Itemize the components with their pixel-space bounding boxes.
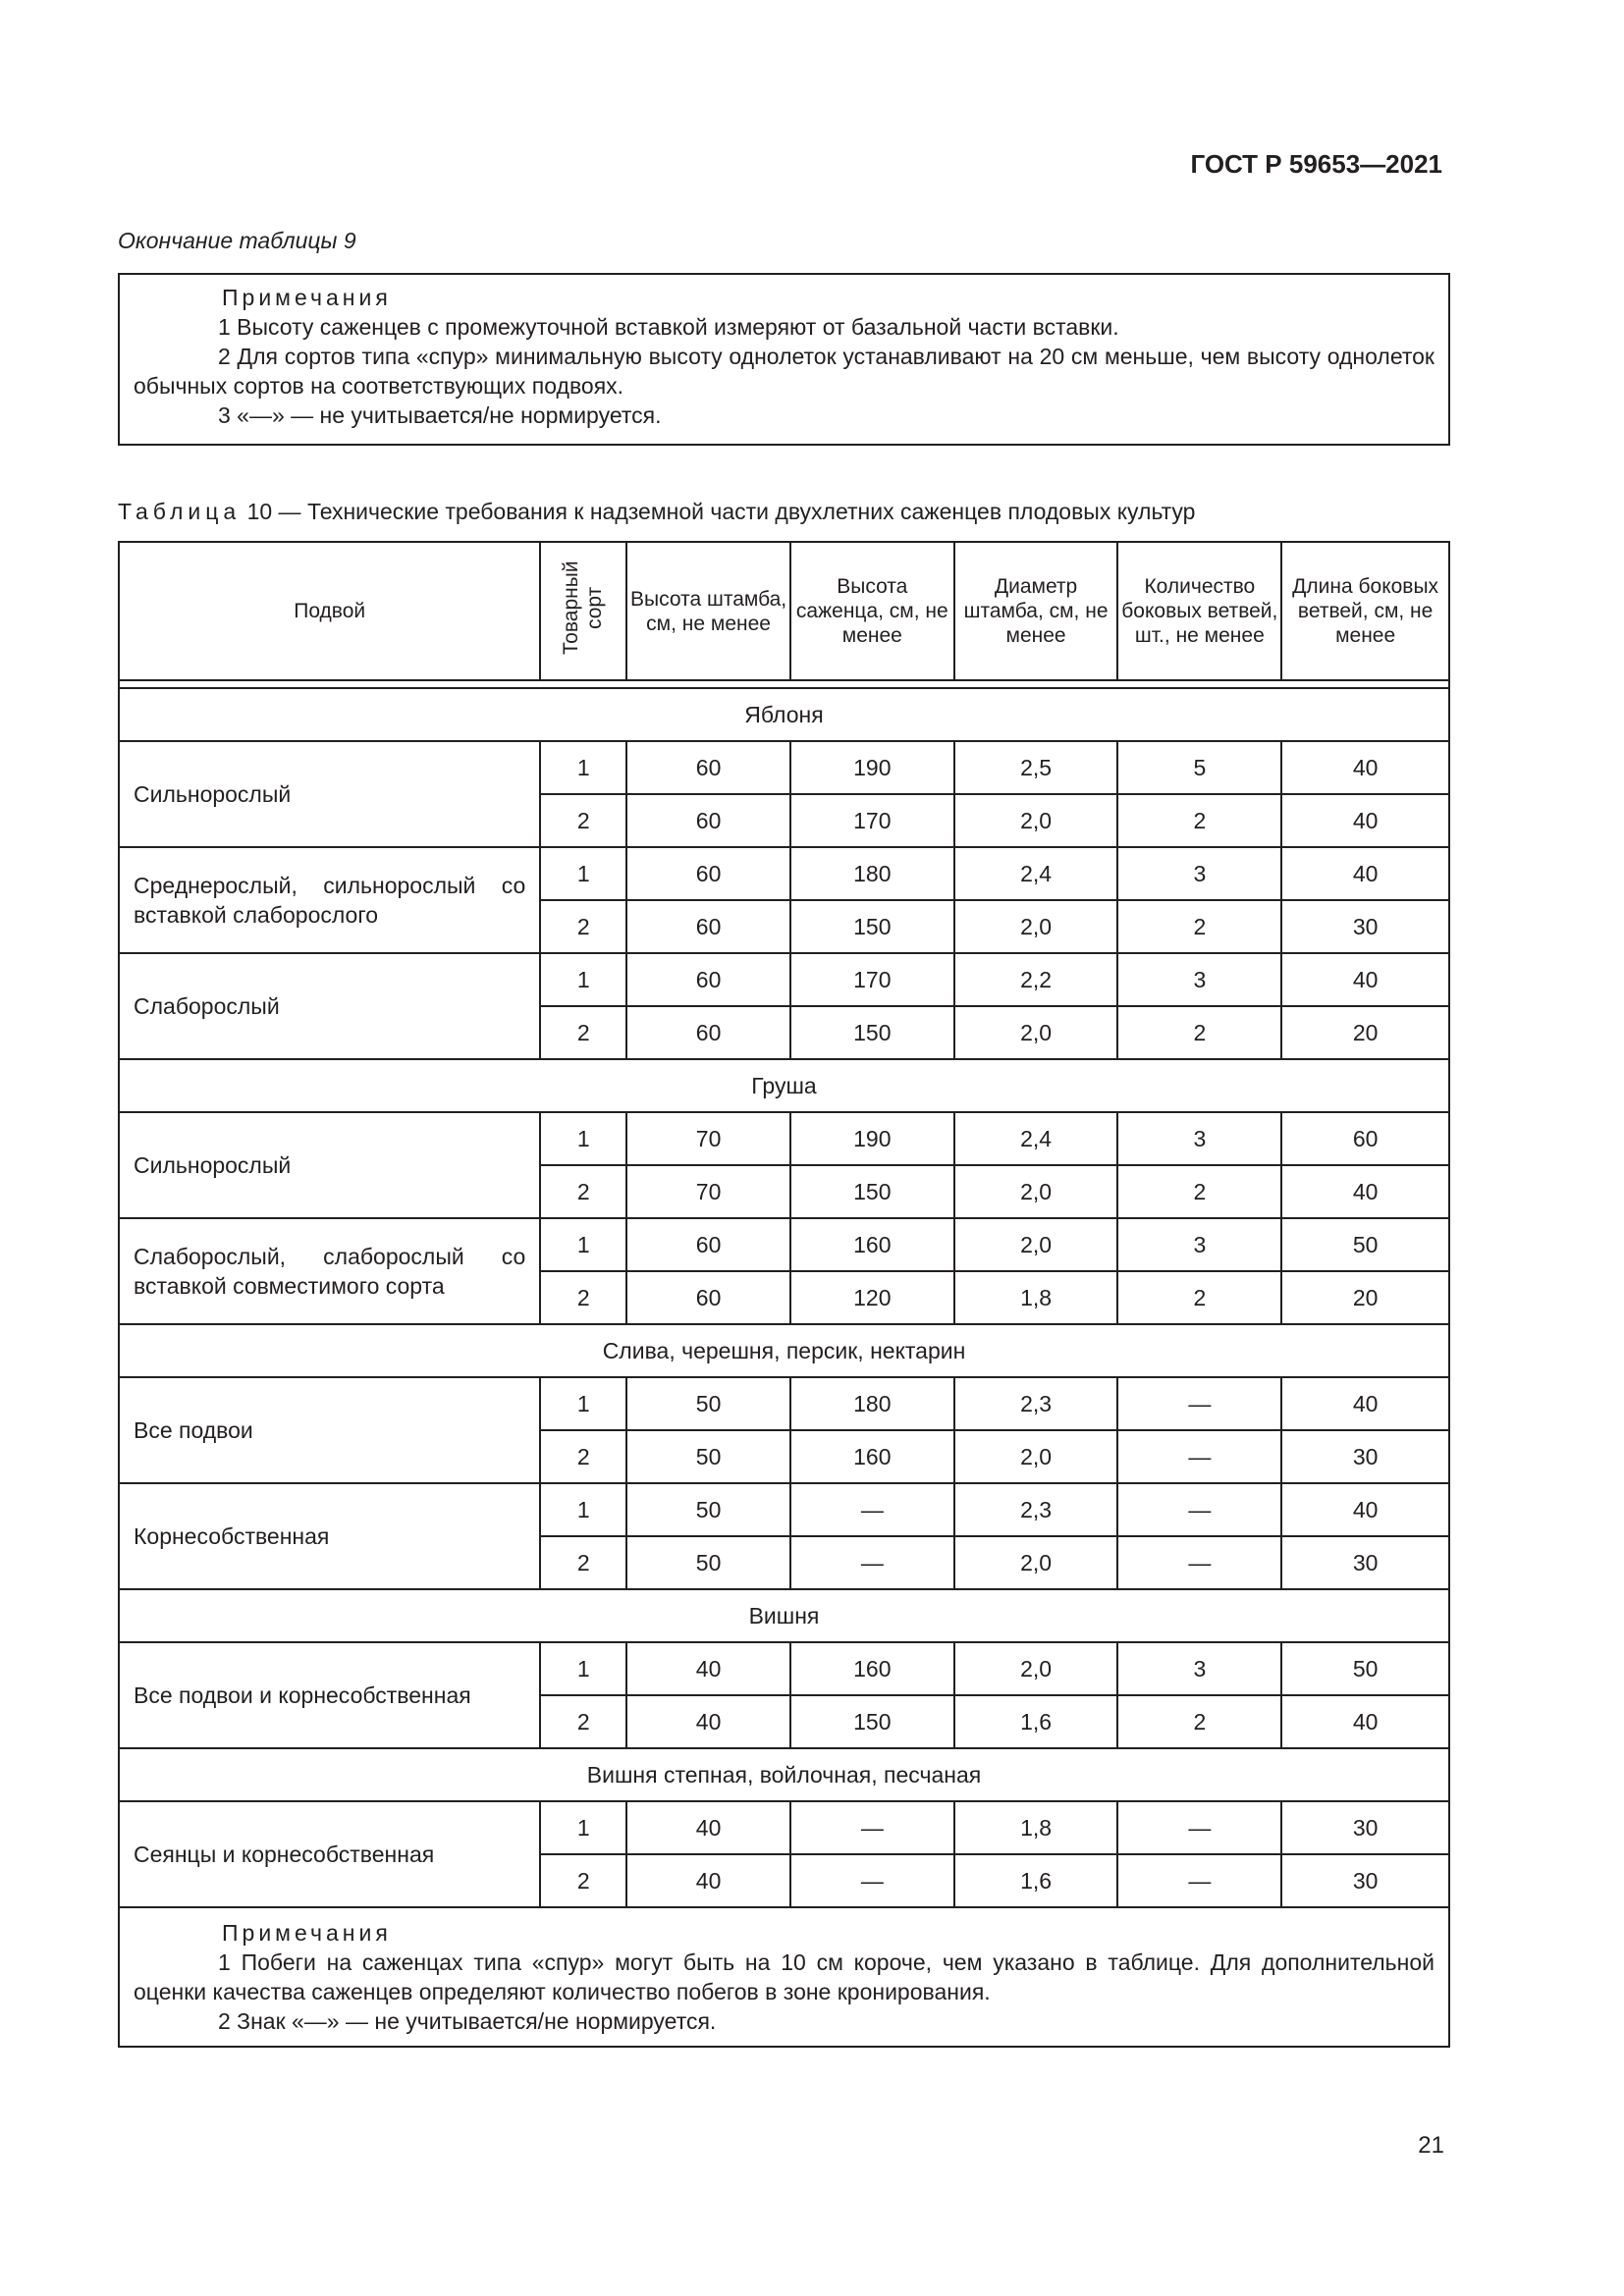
cell-branches-length: 40 [1281,1165,1449,1218]
cell-grade: 2 [540,1854,626,1907]
cell-branches-count: 2 [1117,1165,1281,1218]
cell-stem-height: 40 [626,1854,790,1907]
cell-stem-height: 40 [626,1695,790,1748]
cell-branches-length: 40 [1281,1483,1449,1536]
note-item: 1 Побеги на саженцах типа «спур» могут быть на 10 см короче, чем указано в таблице. Для дополнительной оценки качества саженцев определяют количество побегов в зоне кронирования. [134,1949,1435,2004]
cell-stem-diameter: 2,5 [954,741,1118,794]
rootstock-name: Слаборослый [119,953,540,1059]
cell-grade: 1 [540,1483,626,1536]
header-branches-length: Длина боковых ветвей, см, не менее [1281,542,1449,680]
cell-branches-count: 2 [1117,1695,1281,1748]
cell-plant-height: 120 [790,1271,954,1324]
cell-branches-length: 40 [1281,847,1449,900]
cell-plant-height: 190 [790,1112,954,1165]
header-grade [540,542,626,680]
cell-plant-height: 150 [790,1006,954,1059]
crop-group-row [119,1589,1449,1642]
cell-branches-count: 3 [1117,1642,1281,1695]
cell-plant-height: 160 [790,1642,954,1695]
rootstock-name: Слаборослый, слаборослый со вставкой совместимого сорта [119,1218,540,1324]
note-item: 3 «—» — не учитывается/не нормируется. [218,402,662,428]
table-row [119,953,1449,1006]
cell-stem-height: 50 [626,1536,790,1589]
cell-branches-length: 30 [1281,900,1449,953]
cell-stem-diameter: 2,0 [954,1642,1118,1695]
cell-plant-height: 160 [790,1218,954,1271]
table-row [119,1377,1449,1430]
cell-branches-length: 40 [1281,794,1449,847]
cell-plant-height: — [790,1854,954,1907]
header-grade-text: Товарный сорт [560,561,607,656]
cell-plant-height: 160 [790,1430,954,1483]
cell-branches-count: 2 [1117,794,1281,847]
cell-grade: 2 [540,1536,626,1589]
table9-notes-box [118,273,1450,446]
cell-plant-height: — [790,1801,954,1854]
cell-branches-count: 2 [1117,900,1281,953]
cell-stem-height: 60 [626,1271,790,1324]
rootstock-name: Все подвои и корнесобственная [119,1642,540,1748]
cell-stem-height: 60 [626,741,790,794]
cell-stem-diameter: 1,8 [954,1271,1118,1324]
cell-stem-diameter: 2,0 [954,1536,1118,1589]
cell-grade: 2 [540,1165,626,1218]
cell-plant-height: 190 [790,741,954,794]
cell-grade: 1 [540,1377,626,1430]
cell-stem-height: 60 [626,794,790,847]
cell-branches-length: 40 [1281,741,1449,794]
cell-stem-diameter: 2,0 [954,1430,1118,1483]
cell-plant-height: 170 [790,953,954,1006]
header-stem-height: Высота штамба, см, не менее [626,542,790,680]
cell-plant-height: 150 [790,1165,954,1218]
cell-grade: 1 [540,1218,626,1271]
cell-branches-count: 3 [1117,1218,1281,1271]
cell-stem-height: 50 [626,1377,790,1430]
rootstock-name: Сеянцы и корнесобственная [119,1801,540,1907]
cell-plant-height: 150 [790,1695,954,1748]
rootstock-name: Сильнорослый [119,1112,540,1218]
crop-group-name: Слива, черешня, персик, нектарин [119,1324,1449,1377]
cell-plant-height: 170 [790,794,954,847]
table-caption-word: Таблица [118,499,242,524]
cell-stem-diameter: 2,2 [954,953,1118,1006]
page-number: 21 [1418,2132,1444,2159]
table10-caption [118,499,1195,525]
cell-stem-height: 50 [626,1483,790,1536]
cell-stem-height: 60 [626,1006,790,1059]
header-plant-height: Высота саженца, см, не менее [790,542,954,680]
cell-branches-length: 30 [1281,1801,1449,1854]
header-branches-count: Количество боковых ветвей, шт., не менее [1117,542,1281,680]
cell-grade: 1 [540,741,626,794]
cell-branches-length: 30 [1281,1536,1449,1589]
table-row [119,1642,1449,1695]
cell-branches-count: — [1117,1483,1281,1536]
crop-group-row [119,688,1449,741]
cell-grade: 1 [540,1112,626,1165]
cell-branches-length: 40 [1281,1695,1449,1748]
cell-stem-height: 40 [626,1642,790,1695]
standard-number: ГОСТ Р 59653—2021 [1190,149,1442,179]
cell-branches-length: 30 [1281,1430,1449,1483]
cell-stem-diameter: 2,4 [954,847,1118,900]
cell-branches-count: — [1117,1854,1281,1907]
cell-stem-diameter: 1,8 [954,1801,1118,1854]
cell-stem-height: 60 [626,953,790,1006]
table-row [119,1218,1449,1271]
crop-group-row [119,1324,1449,1377]
cell-branches-count: — [1117,1377,1281,1430]
table-row [119,741,1449,794]
cell-grade: 2 [540,1430,626,1483]
cell-stem-diameter: 2,0 [954,900,1118,953]
cell-branches-length: 40 [1281,1377,1449,1430]
cell-stem-diameter: 2,0 [954,1165,1118,1218]
cell-branches-count: 5 [1117,741,1281,794]
cell-stem-height: 70 [626,1112,790,1165]
header-stem-diameter: Диаметр штамба, см, не менее [954,542,1118,680]
header-separator [119,680,1449,688]
cell-branches-count: 2 [1117,1006,1281,1059]
cell-branches-length: 50 [1281,1218,1449,1271]
cell-stem-height: 60 [626,1218,790,1271]
cell-grade: 2 [540,1006,626,1059]
header-separator-cell [119,680,1449,688]
cell-stem-height: 50 [626,1430,790,1483]
cell-grade: 1 [540,953,626,1006]
cell-grade: 2 [540,1695,626,1748]
cell-stem-height: 40 [626,1801,790,1854]
cell-branches-length: 40 [1281,953,1449,1006]
cell-branches-length: 20 [1281,1006,1449,1059]
header-rootstock: Подвой [119,542,540,680]
notes-title: Примечания [222,1920,392,1946]
table-row [119,1112,1449,1165]
crop-group-name: Груша [119,1059,1449,1112]
rootstock-name: Сильнорослый [119,741,540,847]
cell-branches-count: 3 [1117,847,1281,900]
cell-stem-diameter: 2,0 [954,1006,1118,1059]
table-row [119,1483,1449,1536]
cell-branches-count: 2 [1117,1271,1281,1324]
cell-grade: 1 [540,1801,626,1854]
cell-grade: 2 [540,900,626,953]
crop-group-name: Яблоня [119,688,1449,741]
cell-stem-height: 60 [626,900,790,953]
cell-branches-count: — [1117,1430,1281,1483]
cell-stem-height: 60 [626,847,790,900]
note-item: 1 Высоту саженцев с промежуточной вставкой измеряют от базальной части вставки. [218,314,1119,340]
table-header-row [119,542,1449,680]
cell-branches-length: 20 [1281,1271,1449,1324]
cell-branches-count: — [1117,1801,1281,1854]
cell-grade: 2 [540,1271,626,1324]
note-item: 2 Для сортов типа «спур» минимальную высоту однолеток устанавливают на 20 см меньше, чем высоту однолеток обычных сортов на соответствующих подвоях. [134,344,1435,399]
cell-branches-length: 30 [1281,1854,1449,1907]
cell-branches-count: — [1117,1536,1281,1589]
cell-stem-diameter: 2,3 [954,1483,1118,1536]
cell-plant-height: — [790,1483,954,1536]
table10-notes-box [118,1908,1450,2048]
note-item: 2 Знак «—» — не учитывается/не нормируется. [218,2008,717,2034]
cell-grade: 1 [540,847,626,900]
cell-branches-count: 3 [1117,953,1281,1006]
cell-stem-height: 70 [626,1165,790,1218]
cell-branches-length: 60 [1281,1112,1449,1165]
cell-plant-height: — [790,1536,954,1589]
crop-group-name: Вишня [119,1589,1449,1642]
cell-branches-count: 3 [1117,1112,1281,1165]
cell-stem-diameter: 2,4 [954,1112,1118,1165]
table9-continuation-label: Окончание таблицы 9 [118,228,356,253]
crop-group-name: Вишня степная, войлочная, песчаная [119,1748,1449,1801]
cell-plant-height: 150 [790,900,954,953]
cell-stem-diameter: 2,0 [954,794,1118,847]
rootstock-name: Корнесобственная [119,1483,540,1589]
cell-stem-diameter: 2,0 [954,1218,1118,1271]
crop-group-row [119,1059,1449,1112]
cell-grade: 2 [540,794,626,847]
crop-group-row [119,1748,1449,1801]
cell-stem-diameter: 1,6 [954,1695,1118,1748]
cell-branches-length: 50 [1281,1642,1449,1695]
table-row [119,1801,1449,1854]
table-row [119,847,1449,900]
cell-stem-diameter: 1,6 [954,1854,1118,1907]
cell-plant-height: 180 [790,1377,954,1430]
rootstock-name: Все подвои [119,1377,540,1483]
notes-title: Примечания [222,285,392,310]
cell-grade: 1 [540,1642,626,1695]
requirements-table [118,541,1450,1908]
cell-stem-diameter: 2,3 [954,1377,1118,1430]
table-caption-text: 10 — Технические требования к надземной части двухлетних саженцев плодовых культур [246,499,1196,524]
rootstock-name: Среднерослый, сильнорослый со вставкой слаборослого [119,847,540,953]
cell-plant-height: 180 [790,847,954,900]
